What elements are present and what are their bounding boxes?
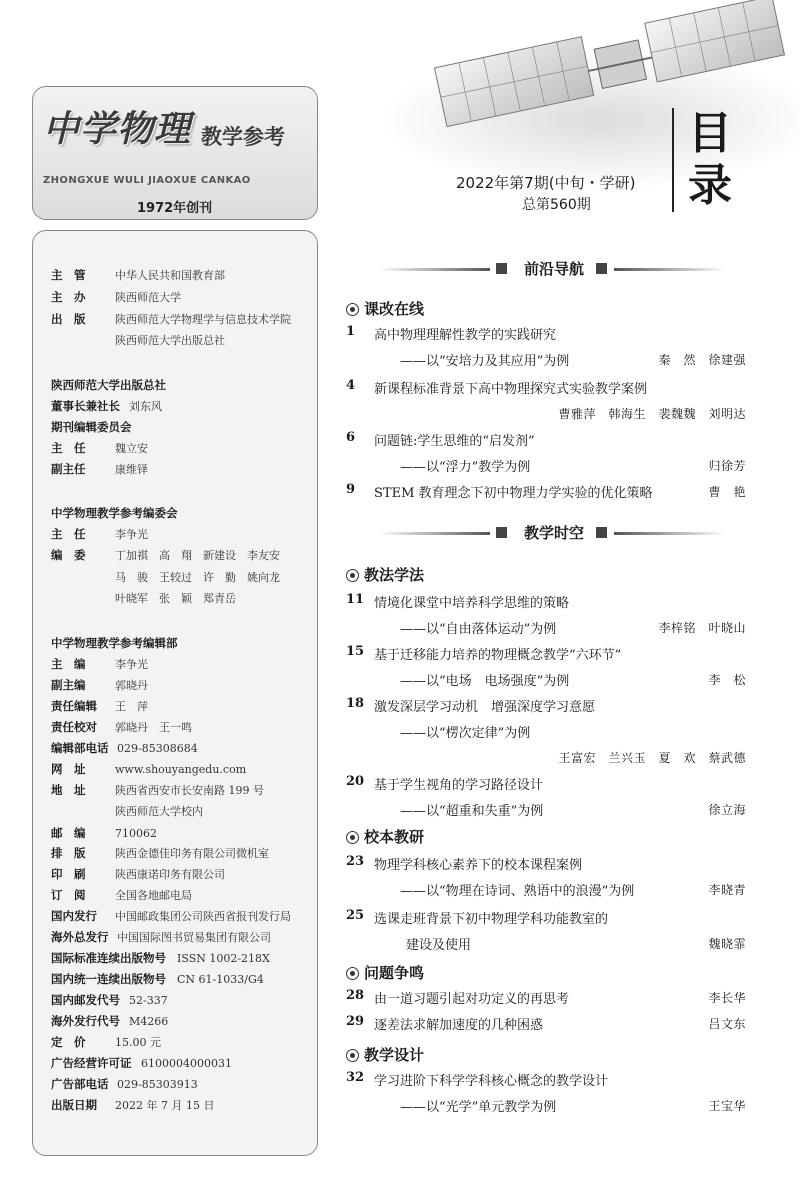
journal-pinyin: ZHONGXUE WULI JIAOXUE CANKAO — [43, 175, 251, 186]
info-label: 广告经营许可证 — [51, 1056, 132, 1070]
article-subtitle: ——以“光学”单元教学为例 — [400, 1100, 557, 1115]
article-page-number: 29 — [346, 1014, 365, 1029]
info-label: 副主编 — [51, 678, 86, 692]
info-value: 郭晓丹 — [115, 679, 148, 692]
article-page-number: 20 — [346, 774, 365, 789]
circle-dot-icon — [346, 1049, 359, 1062]
info-value: 710062 — [115, 827, 157, 840]
article-authors: 王富宏 兰兴玉 夏 欢 蔡武德 — [558, 751, 746, 765]
article-subtitle: ——以“物理在诗词、熟语中的浪漫”为例 — [400, 884, 635, 899]
article-title: 由一道习题引起对功定义的再思考 — [374, 992, 570, 1007]
info-value: ISSN 1002-218X — [177, 952, 270, 965]
article-page-number: 32 — [346, 1070, 365, 1085]
info-value: 陕西康诺印务有限公司 — [115, 868, 225, 881]
article-title: 学习进阶下科学学科核心概念的教学设计 — [374, 1074, 609, 1089]
info-value: 丁加祺 高 翔 新建设 李友安 — [115, 549, 280, 562]
article-page-number: 1 — [346, 324, 356, 339]
section-title: 教学设计 — [364, 1046, 425, 1064]
info-row — [51, 1034, 161, 1050]
banner-title: 教学时空 — [523, 524, 584, 542]
article-title: 情境化课堂中培养科学思维的策略 — [374, 596, 570, 611]
info-row — [51, 569, 280, 585]
article-authors: 李 松 — [708, 673, 746, 687]
info-value: 刘东风 — [129, 400, 162, 413]
article-title: 基于学生视角的学习路径设计 — [374, 778, 544, 793]
info-row — [51, 590, 236, 606]
article-authors: 归徐芳 — [708, 459, 746, 473]
circle-dot-icon — [346, 967, 359, 980]
info-row — [51, 398, 162, 414]
info-heading: 中学物理教学参考编辑部 — [51, 636, 178, 650]
info-row — [51, 950, 270, 966]
info-row — [51, 1055, 232, 1071]
info-row — [51, 740, 198, 756]
info-row — [51, 761, 246, 777]
article-title: 逐差法求解加速度的几种困惑 — [374, 1018, 544, 1033]
info-value: 6100004000031 — [141, 1057, 232, 1070]
info-label: 主 任 — [51, 441, 86, 455]
info-label: 国内发行 — [51, 909, 97, 923]
info-value: 李争光 — [115, 658, 148, 671]
circle-dot-icon — [346, 303, 359, 316]
info-label: 编 委 — [51, 548, 86, 562]
info-value: 魏立安 — [115, 442, 148, 455]
article-authors: 李晓青 — [708, 883, 746, 897]
section-banner — [378, 522, 718, 544]
info-row — [51, 929, 271, 945]
info-value: www.shouyangedu.com — [115, 763, 247, 776]
article-authors: 李梓铭 叶晓山 — [658, 621, 746, 635]
info-value: 马 骏 王较过 许 勤 姚向龙 — [115, 571, 280, 584]
info-value: 029-85308684 — [117, 742, 198, 755]
article-title: STEM 教育理念下初中物理力学实验的优化策略 — [374, 486, 653, 501]
banner-rule-right — [614, 268, 726, 271]
info-value: 陕西师范大学校内 — [115, 805, 203, 818]
article-page-number: 9 — [346, 482, 356, 497]
article-authors: 徐立海 — [708, 803, 746, 817]
info-value: 陕西师范大学 — [115, 291, 181, 304]
info-row — [51, 803, 203, 819]
section-heading — [346, 826, 424, 847]
info-row — [51, 267, 225, 283]
section-heading — [346, 298, 424, 319]
section-heading — [346, 962, 424, 983]
banner-rule-left — [378, 532, 490, 535]
info-value: 叶晓军 张 颖 郑青岳 — [115, 592, 236, 605]
article-subtitle: ——以“浮力”教学为例 — [400, 460, 531, 475]
info-row — [51, 332, 225, 348]
info-label: 国际标准连续出版物号 — [51, 951, 166, 965]
info-label: 责任校对 — [51, 720, 97, 734]
info-label: 订 阅 — [51, 888, 86, 902]
info-row — [51, 908, 291, 924]
info-value: 王 萍 — [115, 700, 148, 713]
article-subtitle: ——以“安培力及其应用”为例 — [400, 354, 570, 369]
section-title: 课改在线 — [364, 300, 425, 318]
info-label: 主 编 — [51, 657, 86, 671]
info-row — [51, 526, 148, 542]
banner-square-right — [596, 263, 607, 274]
info-label: 网 址 — [51, 762, 86, 776]
info-value: 陕西省西安市长安南路 199 号 — [115, 784, 264, 797]
info-label: 出版日期 — [51, 1098, 97, 1112]
info-label: 地 址 — [51, 783, 86, 797]
article-page-number: 28 — [346, 988, 365, 1003]
section-title: 问题争鸣 — [364, 964, 425, 982]
info-row — [51, 311, 291, 327]
info-label: 主 办 — [51, 290, 86, 304]
info-value: 李争光 — [115, 528, 148, 541]
article-authors: 秦 然 徐建强 — [658, 353, 746, 367]
article-subtitle: ——以“自由落体运动”为例 — [400, 622, 557, 637]
info-label: 主 任 — [51, 527, 86, 541]
info-value: 全国各地邮电局 — [115, 889, 192, 902]
article-title: 问题链:学生思维的“启发剂” — [374, 434, 535, 449]
article-page-number: 6 — [346, 430, 356, 445]
info-value: 陕西师范大学物理学与信息技术学院 — [115, 313, 291, 326]
info-value: 陕西金德佳印务有限公司微机室 — [115, 847, 269, 860]
info-label: 海外发行代号 — [51, 1014, 120, 1028]
info-label: 邮 编 — [51, 826, 86, 840]
article-authors: 李长华 — [708, 991, 746, 1005]
article-subtitle: ——以“电场 电场强度”为例 — [400, 674, 570, 689]
journal-subtitle: 教学参考 — [201, 125, 285, 149]
article-title: 物理学科核心素养下的校本课程案例 — [374, 858, 583, 873]
info-row — [51, 440, 148, 456]
info-label: 国内邮发代号 — [51, 993, 120, 1007]
info-row — [51, 1076, 198, 1092]
info-row — [51, 992, 168, 1008]
article-authors: 魏晓霏 — [708, 937, 746, 951]
info-value: CN 61-1033/G4 — [177, 973, 264, 986]
info-row — [51, 782, 264, 798]
info-value: 52-337 — [129, 994, 168, 1007]
section-title: 校本教研 — [364, 828, 425, 846]
article-authors: 王宝华 — [708, 1099, 746, 1113]
info-heading: 期刊编辑委员会 — [51, 420, 132, 434]
info-label: 定 价 — [51, 1035, 86, 1049]
article-title: 激发深层学习动机 增强深度学习意愿 — [374, 700, 596, 715]
article-page-number: 11 — [346, 592, 365, 607]
article-subtitle: ——以“楞次定律”为例 — [400, 726, 531, 741]
article-title: 基于迁移能力培养的物理概念教学“六环节” — [374, 648, 622, 663]
info-heading: 陕西师范大学出版总社 — [51, 378, 166, 392]
article-authors: 曹 艳 — [708, 485, 746, 499]
info-row — [51, 1097, 214, 1113]
section-heading — [346, 564, 424, 585]
info-label: 国内统一连续出版物号 — [51, 972, 166, 986]
banner-title: 前沿导航 — [523, 260, 584, 278]
banner-square-left — [496, 527, 507, 538]
circle-dot-icon — [346, 569, 359, 582]
info-row — [51, 698, 148, 714]
info-value: 中华人民共和国教育部 — [115, 269, 225, 282]
banner-square-right — [596, 527, 607, 538]
article-authors: 吕文东 — [708, 1017, 746, 1031]
article-authors: 曹雅萍 韩海生 裴魏魏 刘明达 — [558, 407, 746, 421]
info-heading: 中学物理教学参考编委会 — [51, 506, 178, 520]
info-value: 郭晓丹 王一鸣 — [115, 721, 192, 734]
info-label: 副主任 — [51, 462, 86, 476]
info-row — [51, 656, 148, 672]
article-page-number: 25 — [346, 908, 365, 923]
info-row — [51, 845, 269, 861]
banner-rule-left — [378, 268, 490, 271]
total-issue-number: 总第560期 — [522, 197, 591, 213]
info-row — [51, 825, 157, 841]
masthead-info-panel — [32, 230, 318, 1156]
banner-rule-right — [614, 532, 726, 535]
info-label: 出 版 — [51, 312, 86, 326]
contents-heading: 目录 — [688, 108, 732, 211]
article-page-number: 18 — [346, 696, 365, 711]
info-value: 中国国际图书贸易集团有限公司 — [117, 931, 271, 944]
info-label: 广告部电话 — [51, 1077, 109, 1091]
info-value: M4266 — [129, 1015, 169, 1028]
info-value: 2022 年 7 月 15 日 — [115, 1099, 215, 1112]
info-row — [51, 547, 280, 563]
founded-year: 1972年创刊 — [137, 201, 213, 216]
info-label: 印 刷 — [51, 867, 86, 881]
info-label: 主 管 — [51, 268, 86, 282]
section-title: 教法学法 — [364, 566, 425, 584]
article-page-number: 15 — [346, 644, 365, 659]
issue-number: 2022年第7期(中旬・学研) — [456, 174, 636, 192]
article-title: 选课走班背景下初中物理学科功能教室的 — [374, 912, 609, 927]
info-value: 陕西师范大学出版总社 — [115, 334, 225, 347]
article-title: 高中物理理解性教学的实践研究 — [374, 328, 557, 343]
info-label: 海外总发行 — [51, 930, 109, 944]
info-label: 董事长兼社长 — [51, 399, 120, 413]
info-value: 康维铎 — [115, 463, 148, 476]
journal-masthead — [32, 86, 318, 220]
divider — [672, 108, 674, 212]
info-row — [51, 971, 264, 987]
banner-square-left — [496, 263, 507, 274]
info-row — [51, 289, 181, 305]
journal-title: 中学物理 — [43, 108, 192, 150]
info-row — [51, 866, 225, 882]
info-value: 15.00 元 — [115, 1036, 161, 1049]
article-title: 新课程标准背景下高中物理探究式实验教学案例 — [374, 382, 648, 397]
info-label: 编辑部电话 — [51, 741, 109, 755]
info-row — [51, 1013, 168, 1029]
section-heading — [346, 1044, 424, 1065]
info-row — [51, 887, 192, 903]
section-banner — [378, 258, 718, 280]
info-row — [51, 719, 192, 735]
info-value: 中国邮政集团公司陕西省报刊发行局 — [115, 910, 291, 923]
info-label: 责任编辑 — [51, 699, 97, 713]
article-subtitle: ——以“超重和失重”为例 — [400, 804, 544, 819]
circle-dot-icon — [346, 831, 359, 844]
article-page-number: 23 — [346, 854, 365, 869]
info-row — [51, 461, 148, 477]
article-subtitle: 建设及使用 — [406, 938, 472, 953]
info-label: 排 版 — [51, 846, 86, 860]
article-page-number: 4 — [346, 378, 356, 393]
info-value: 029-85303913 — [117, 1078, 198, 1091]
info-row — [51, 677, 148, 693]
